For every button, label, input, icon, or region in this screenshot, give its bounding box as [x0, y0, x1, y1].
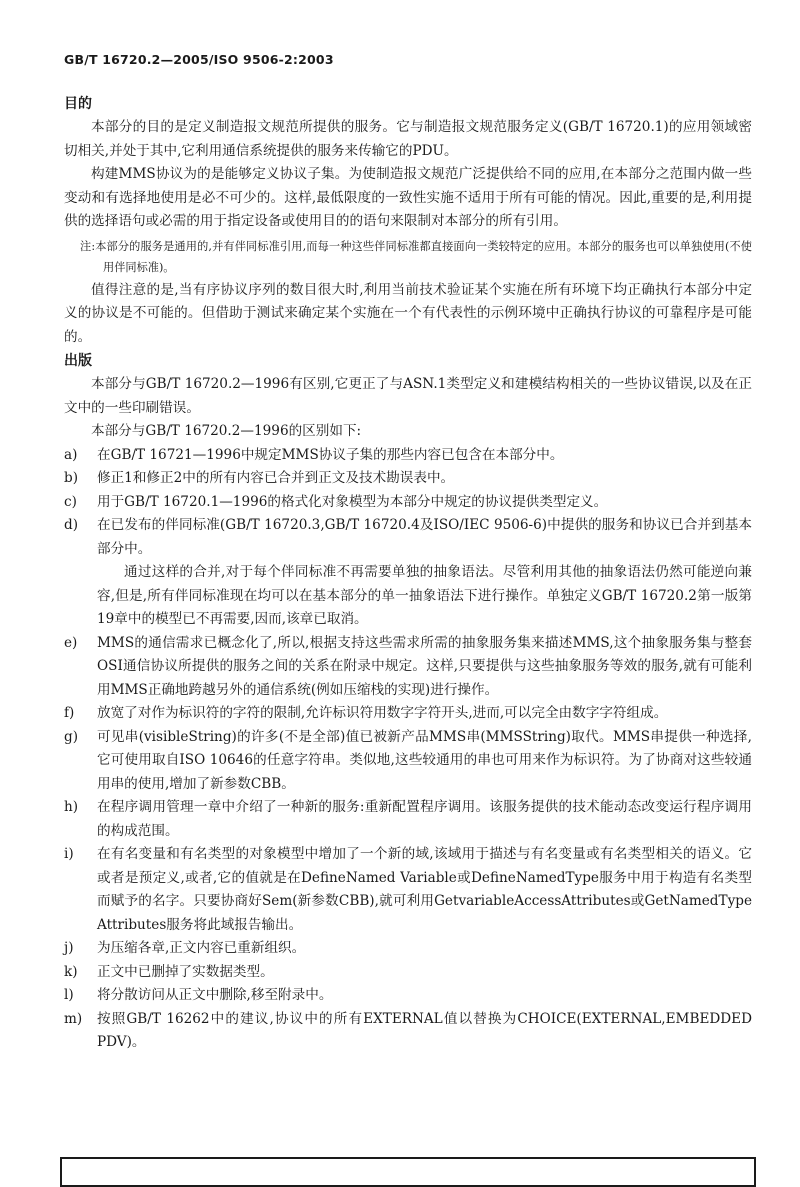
list-item-c [64, 491, 752, 515]
list-item-label: e) [64, 634, 78, 651]
list-item-text: 在GB/T 16721—1996中规定MMS协议子集的那些内容已包含在本部分中。 [97, 446, 564, 463]
purpose-paragraph-3: 值得注意的是,当有序协议序列的数目很大时,利用当前技术验证某个实施在所有环境下均正确执行本部分中定义的协议是不可能的。但借助于测试来确定某个实施在一个有代表性的示例环境中正确执行协议的可靠程序是可能的。 [64, 281, 752, 345]
list-item-text: 为压缩各章,正文内容已重新组织。 [97, 940, 306, 956]
list-item-text: 将分散访问从正文中删除,移至附录中。 [97, 987, 333, 1003]
list-item-a [64, 444, 752, 468]
list-item-label: j) [64, 940, 74, 956]
list-item-m [64, 1008, 752, 1055]
standard-code-header: GB/T 16720.2—2005/ISO 9506-2:2003 [64, 52, 334, 67]
list-item-text: MMS的通信需求已概念化了,所以,根据支持这些需求所需的抽象服务集来描述MMS,这个抽象服务集与整套OSI通信协议所提供的服务之间的关系在附录中规定。这样,只要提供与这些抽象服务等效的服务,就有可能利用MMS正确地跨越另外的通信系统(例如压缩栈的实现)进行操作。 [97, 634, 752, 698]
list-item-text: 可见串(visibleString)的许多(不是全部)值已被新产品MMS串(MMSString)取代。MMS串提供一种选择,它可使用取自ISO 10646的任意字符串。类似地,这些较通用的串也可用来作为标识符。为了协商对这些较通用串的使用,增加了新参数CBB。 [97, 728, 752, 792]
list-item-label: h) [64, 799, 79, 815]
list-item-label: i) [64, 846, 74, 862]
list-item-text: 正文中已删掉了实数据类型。 [97, 963, 274, 980]
list-item-text: 在已发布的伴同标准(GB/T 16720.3,GB/T 16720.4及ISO/IEC 9506-6)中提供的服务和协议已合并到基本部分中。 [97, 517, 752, 557]
edition-heading: 出版 [64, 353, 92, 369]
list-item-g [64, 726, 752, 797]
purpose-paragraph-1: 本部分的目的是定义制造报文规范所提供的服务。它与制造报文规范服务定义(GB/T 16720.1)的应用领域密切相关,并处于其中,它利用通信系统提供的服务来传输它的PDU。 [64, 119, 752, 159]
list-item-k [64, 961, 752, 985]
list-item-label: l) [64, 987, 74, 1003]
list-item-label: d) [64, 517, 79, 533]
edition-paragraph-2: 本部分与GB/T 16720.2—1996的区别如下: [91, 423, 362, 439]
list-item-f [64, 702, 752, 726]
list-item-text: 按照GB/T 16262中的建议,协议中的所有EXTERNAL值以替换为CHOICE(EXTERNAL,EMBEDDED PDV)。 [97, 1010, 752, 1050]
edition-section [64, 349, 752, 1055]
list-item-text: 在程序调用管理一章中介绍了一种新的服务:重新配置程序调用。该服务提供的技术能动态改变运行程序调用的构成范围。 [97, 799, 752, 839]
list-item-label: f) [64, 705, 75, 721]
list-item-d-continuation: 通过这样的合并,对于每个伴同标准不再需要单独的抽象语法。尽管利用其他的抽象语法仍然可能逆向兼容,但是,所有伴同标准现在均可以在基本部分的单一抽象语法下进行操作。单独定义GB/T 16720.2第一版第19章中的模型已不再需要,因而,该章已取消。 [97, 564, 752, 627]
purpose-note: 注:本部分的服务是通用的,并有伴同标准引用,而每一种这些伴同标准都直接面向一类较特定的应用。本部分的服务也可以单独使用(不使用伴同标准)。 [80, 239, 752, 274]
list-item-text: 修正1和修正2中的所有内容已合并到正文及技术勘误表中。 [97, 470, 455, 486]
list-item-b [64, 467, 752, 491]
list-item-text: 用于GB/T 16720.1—1996的格式化对象模型为本部分中规定的协议提供类型定义。 [97, 493, 608, 510]
list-item-label: b) [64, 470, 79, 486]
list-item-label: k) [64, 963, 78, 980]
edition-paragraph-1: 本部分与GB/T 16720.2—1996有区别,它更正了与ASN.1类型定义和建模结构相关的一些协议错误,以及在正文中的一些印刷错误。 [64, 376, 752, 416]
list-item-label: g) [64, 728, 79, 745]
bottom-frame-border [60, 1157, 756, 1187]
body-content [64, 92, 752, 1055]
list-item-h [64, 796, 752, 843]
list-item-label: a) [64, 446, 78, 463]
list-item-j [64, 937, 752, 961]
list-item-label: m) [64, 1010, 83, 1027]
list-item-e [64, 632, 752, 703]
purpose-heading: 目的 [64, 96, 92, 112]
purpose-paragraph-2: 构建MMS协议为的是能够定义协议子集。为使制造报文规范广泛提供给不同的应用,在本部分之范围内做一些变动和有选择地使用是必不可少的。这样,最低限度的一致性实施不适用于所有可能的情况。因此,重要的是,利用提供的选择语句或必需的用于指定设备或使用目的的语句来限制对本部分的所有引用。 [64, 166, 752, 229]
list-item-i [64, 843, 752, 937]
list-item-d [64, 514, 752, 561]
list-item-label: c) [64, 493, 77, 510]
purpose-section [64, 92, 752, 349]
list-item-l [64, 984, 752, 1008]
list-item-text: 放宽了对作为标识符的字符的限制,允许标识符用数字字符开头,进而,可以完全由数字字符组成。 [97, 705, 668, 721]
list-item-text: 在有名变量和有名类型的对象模型中增加了一个新的域,该域用于描述与有名变量或有名类型相关的语义。它或者是预定义,或者,它的值就是在DefineNamed Variable或DefineNamedType服务中用于构造有名类型而赋予的名字。只要协商好Sem(新参数CBB),就可利用GetvariableAccessAttributes或GetNamedType Attributes服务将此域报告输出。 [97, 846, 752, 933]
